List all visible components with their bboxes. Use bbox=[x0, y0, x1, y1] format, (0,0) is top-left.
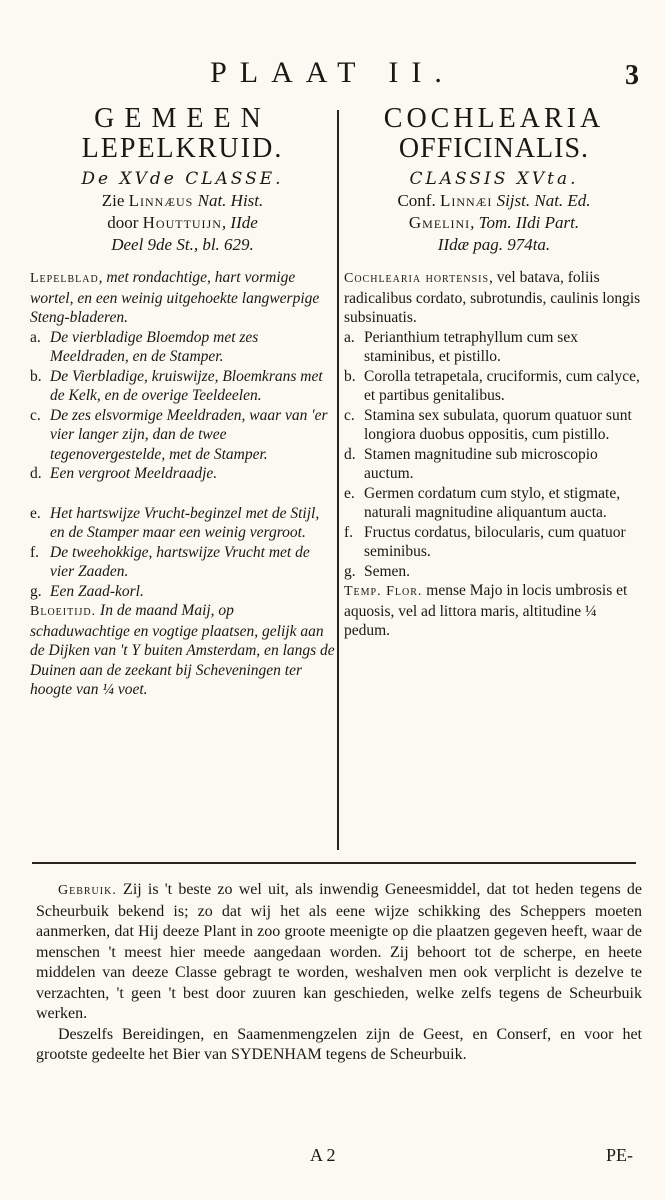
latin-item-b: b. Corolla tetrapetala, cruciformis, cum calyce, et partibus genitalibus. bbox=[344, 367, 640, 404]
dutch-item-g: g. Een Zaad-korl. bbox=[30, 582, 144, 600]
plate-title: PLAAT II. bbox=[210, 56, 455, 89]
dutch-column bbox=[30, 104, 335, 700]
bereidingen-paragraph: Deszelfs Bereidingen, en Saamenmengzelen zijn de Geest, en Conserf, en voor het grootste gedeelte het Bier van SYDENHAM tegens de Scheurbuik. bbox=[36, 1025, 642, 1063]
latin-item-c: c. Stamina sex subulata, quorum quatuor sunt longiora duobus oppositis, cum pistillo. bbox=[344, 406, 632, 443]
dutch-title-line1: GEMEEN bbox=[94, 103, 271, 134]
dutch-item-f: f. De tweehokkige, hartswijze Vrucht met de vier Zaaden. bbox=[30, 543, 310, 580]
latin-title-line2: OFFICINALIS. bbox=[398, 133, 590, 164]
dutch-description: Lepelblad, met rondachtige, hart vormige wortel, en een weinig uitgehoekte langwerpige Steng-bladeren. bbox=[30, 269, 320, 326]
page-number: 3 bbox=[625, 60, 639, 91]
catchword: PE- bbox=[606, 1145, 633, 1165]
latin-item-g: g. Semen. bbox=[344, 562, 411, 580]
latin-item-f: f. Fructus cordatus, bilocularis, cum quatuor seminibus. bbox=[344, 523, 626, 560]
dutch-classe: De XVde CLASSE. bbox=[81, 169, 284, 189]
column-divider bbox=[337, 110, 339, 850]
dutch-item-e: e. Het hartswijze Vrucht-beginzel met de Stijl, en de Stamper maar een weinig vergroot. bbox=[30, 504, 320, 541]
dutch-item-a: a. De vierbladige Bloemdop met zes Meeldraden, en de Stamper. bbox=[30, 328, 259, 365]
section-divider bbox=[32, 862, 636, 864]
dutch-reference-line3: Deel 9de St., bl. 629. bbox=[111, 235, 254, 254]
dutch-bloeitijd: Bloeitijd. In de maand Maij, op schaduwachtige en vogtige plaatsen, gelijk aan de Dijken van 't Y buiten Amsterdam, en langs de Duinen aan de zeekant bij Scheveningen ter hoogte van ¼ voet. bbox=[30, 602, 335, 698]
latin-tempus-florendi: Temp. Flor. mense Majo in locis umbrosis et aquosis, vel ad littora maris, altitudine ¼ pedum. bbox=[344, 582, 628, 639]
latin-reference-line2: Gmelini, Tom. IIdi Part. bbox=[408, 213, 580, 232]
gebruik-paragraph: Gebruik. Zij is 't beste zo wel uit, als inwendig Geneesmiddel, dat tot heden tegens de Scheurbuik bekend is; zo dat wij het als eene wijze schikking des Scheppers moeten aanmerken, dat Hij deeze Plant in zoo groote meenigte op die plaatzen gegeven heeft, waar de menschen 't meest hier meede aangedaan worden. Zij behoort tot de scherpe, en heete middelen van deeze Classe gebragt te worden, weshalven men ook verplicht is dezelve te verzachten, 't geen 't best door zuuren kan geschieden, welke zelfs tegens de Scheurbuik werken. bbox=[36, 881, 642, 1022]
latin-classis: CLASSIS XVta. bbox=[409, 169, 579, 189]
dutch-reference-line2: door Houttuijn, IIde bbox=[107, 213, 258, 232]
signature-mark: A 2 bbox=[310, 1145, 336, 1165]
latin-item-a: a. Perianthium tetraphyllum cum sex staminibus, et pistillo. bbox=[344, 328, 578, 365]
latin-item-d: d. Stamen magnitudine sub microscopio auctum. bbox=[344, 445, 598, 482]
usage-section bbox=[36, 880, 642, 1066]
dutch-title-line2: LEPELKRUID. bbox=[81, 133, 284, 164]
latin-reference-line1: Conf. Linnæi Sijst. Nat. Ed. bbox=[397, 191, 591, 210]
dutch-item-b: b. De Vierbladige, kruiswijze, Bloemkrans met de Kelk, en de overige Teeldeelen. bbox=[30, 367, 323, 404]
dutch-item-c: c. De zes elsvormige Meeldraden, waar van 'er vier langer zijn, dan de twee tegenovergestelde, met de Stamper. bbox=[30, 406, 328, 463]
latin-item-e: e. Germen cordatum cum stylo, et stigmate, naturali magnitudine aliquantum aucta. bbox=[344, 484, 621, 521]
latin-reference-line3: IIdæ pag. 974ta. bbox=[437, 235, 551, 254]
latin-description: Cochlearia hortensis, vel batava, foliis radicalibus cordato, subrotundis, caulinis longis subsinuatis. bbox=[344, 269, 641, 326]
latin-column bbox=[344, 104, 644, 641]
latin-title-line1: COCHLEARIA bbox=[383, 103, 605, 134]
dutch-reference-line1: Zie Linnæus Nat. Hist. bbox=[101, 191, 264, 210]
dutch-item-d: d. Een vergroot Meeldraadje. bbox=[30, 465, 218, 482]
